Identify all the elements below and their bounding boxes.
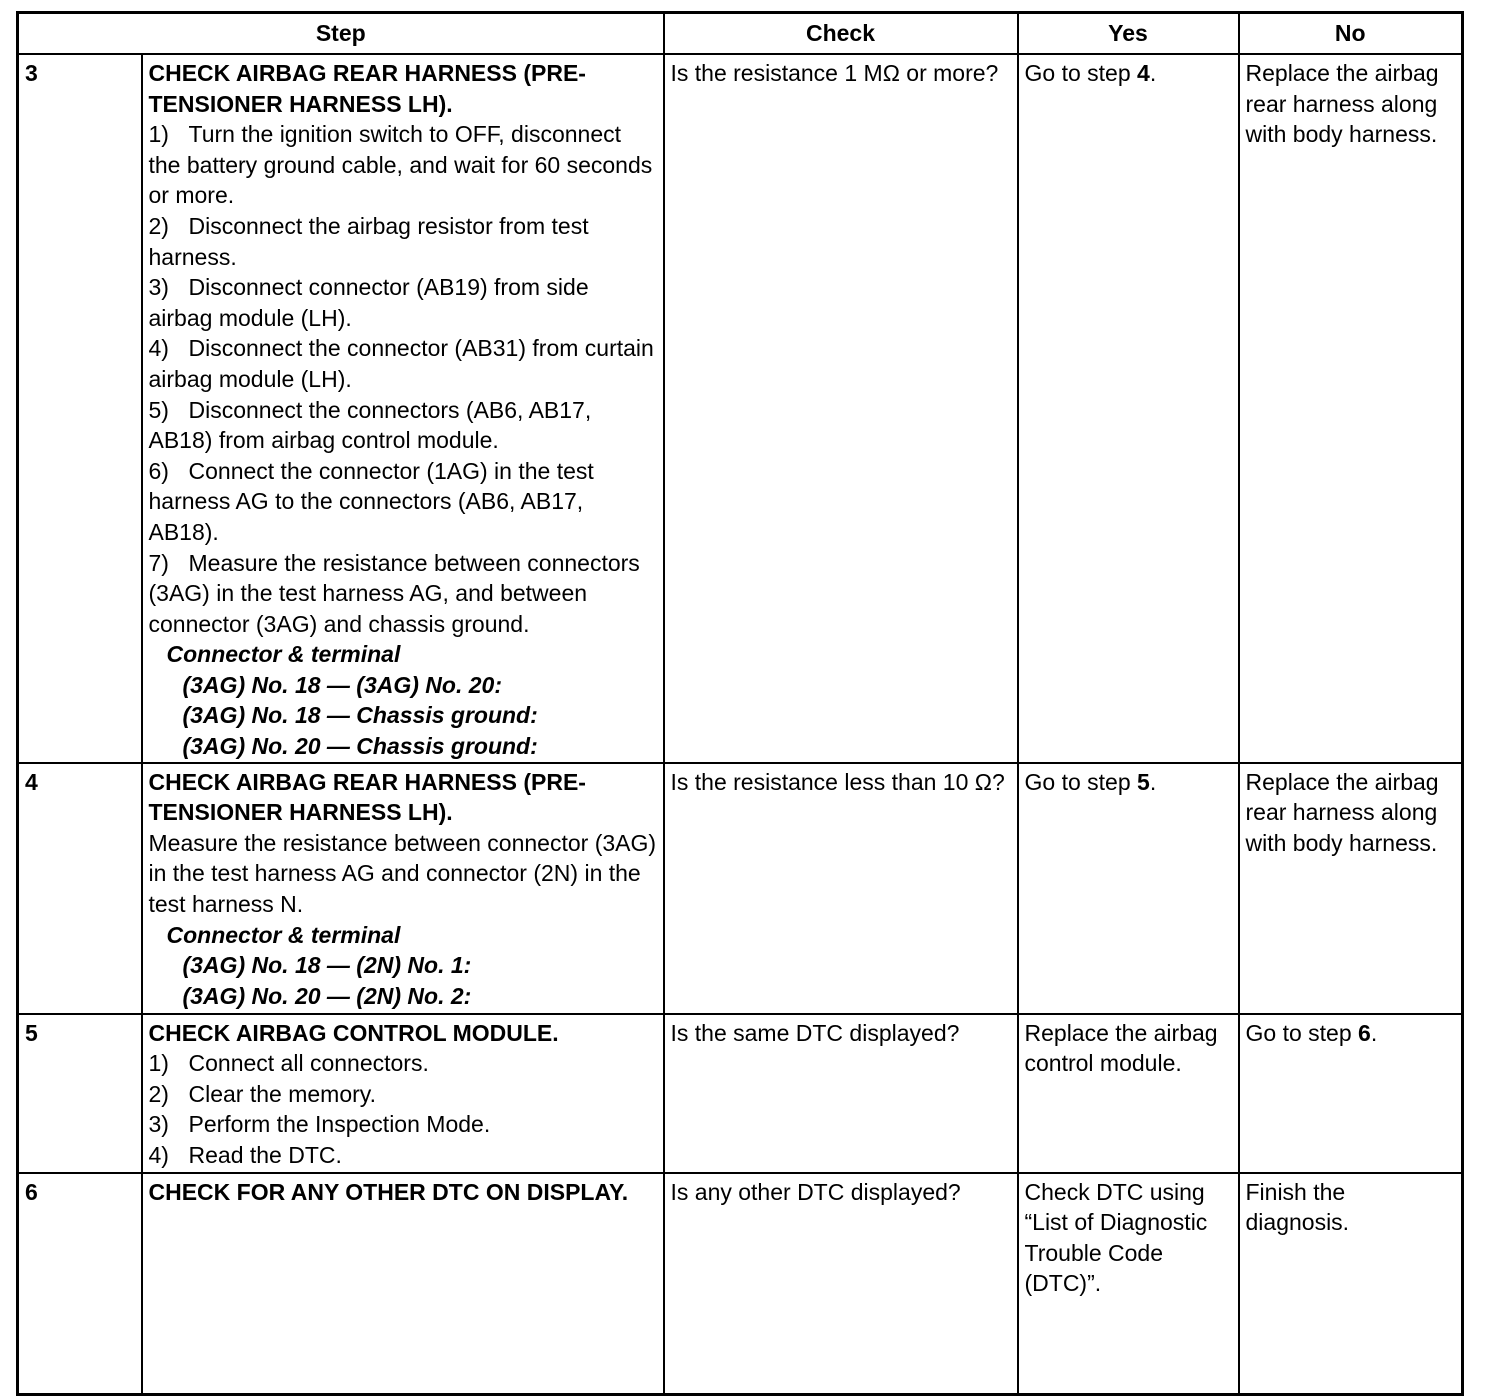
step-description — [142, 54, 664, 763]
step-intro: Measure the resistance between connector (3AG) in the test harness AG and connector (2N) in the test harness N. — [148, 829, 657, 918]
table-row — [18, 763, 1463, 1014]
header-yes: Yes — [1018, 13, 1239, 55]
no-cell: Replace the airbag rear harness along with body harness. — [1239, 763, 1463, 1014]
connector-item: (3AG) No. 18 — (3AG) No. 20: — [182, 671, 502, 698]
substep: 2) Disconnect the airbag resistor from test harness. — [148, 212, 589, 270]
substep: 2) Clear the memory. — [148, 1080, 376, 1107]
step-description — [142, 763, 664, 1014]
step-title: CHECK AIRBAG CONTROL MODULE. — [148, 1019, 559, 1046]
table-row — [18, 1014, 1463, 1173]
step-number: 6 — [18, 1173, 142, 1395]
step-reference: 6 — [1358, 1019, 1371, 1046]
substep: 7) Measure the resistance between connectors (3AG) in the test harness AG, and between connector (3AG) and chassis ground. — [148, 549, 640, 637]
substep: 6) Connect the connector (1AG) in the test harness AG to the connectors (AB6, AB17, AB18). — [148, 457, 594, 545]
check-cell: Is the resistance less than 10 Ω? — [664, 763, 1018, 1014]
connector-item: (3AG) No. 18 — Chassis ground: — [182, 702, 538, 729]
check-cell: Is the same DTC displayed? — [664, 1014, 1018, 1173]
step-title: CHECK AIRBAG REAR HARNESS (PRE-TENSIONER HARNESS LH). — [148, 60, 586, 117]
substep: 3) Disconnect connector (AB19) from side airbag module (LH). — [148, 274, 589, 331]
check-cell: Is any other DTC displayed? — [664, 1173, 1018, 1395]
substep: 3) Perform the Inspection Mode. — [148, 1111, 491, 1138]
step-description — [142, 1173, 664, 1395]
header-no: No — [1239, 13, 1463, 55]
table-row — [18, 1173, 1463, 1395]
table-row — [18, 54, 1463, 763]
substep: 1) Connect all connectors. — [148, 1050, 429, 1077]
step-number: 5 — [18, 1014, 142, 1173]
substep: 5) Disconnect the connectors (AB6, AB17, AB18) from airbag control module. — [148, 396, 592, 454]
step-description — [142, 1014, 664, 1173]
step-title: CHECK AIRBAG REAR HARNESS (PRE-TENSIONER HARNESS LH). — [148, 768, 586, 826]
step-reference: 4 — [1137, 60, 1150, 86]
no-cell: Go to step 6. — [1239, 1014, 1463, 1173]
step-number: 4 — [18, 763, 142, 1014]
substep: 1) Turn the ignition switch to OFF, disconnect the battery ground cable, and wait for 60 seconds or more. — [148, 121, 653, 209]
yes-cell: Go to step 4. — [1018, 54, 1239, 763]
header-row — [18, 13, 1463, 55]
connector-item: (3AG) No. 20 — Chassis ground: — [182, 733, 538, 760]
header-check: Check — [664, 13, 1018, 55]
header-step: Step — [18, 13, 664, 55]
yes-cell: Go to step 5. — [1018, 763, 1239, 1014]
yes-cell: Replace the airbag control module. — [1018, 1014, 1239, 1173]
step-title: CHECK FOR ANY OTHER DTC ON DISPLAY. — [148, 1178, 629, 1205]
yes-cell: Check DTC using “List of Diagnostic Trouble Code (DTC)”. — [1018, 1173, 1239, 1395]
step-number: 3 — [18, 54, 142, 763]
connector-item: (3AG) No. 20 — (2N) No. 2: — [182, 982, 472, 1009]
no-cell: Finish the diagnosis. — [1239, 1173, 1463, 1395]
substep: 4) Disconnect the connector (AB31) from curtain airbag module (LH). — [148, 335, 654, 392]
substep: 4) Read the DTC. — [148, 1142, 342, 1169]
connector-heading: Connector & terminal — [166, 641, 401, 668]
connector-item: (3AG) No. 18 — (2N) No. 1: — [182, 952, 472, 979]
check-cell: Is the resistance 1 MΩ or more? — [664, 54, 1018, 763]
connector-heading: Connector & terminal — [166, 921, 401, 948]
no-cell: Replace the airbag rear harness along with body harness. — [1239, 54, 1463, 763]
step-reference: 5 — [1137, 768, 1150, 795]
diagnostic-table — [16, 11, 1464, 1396]
